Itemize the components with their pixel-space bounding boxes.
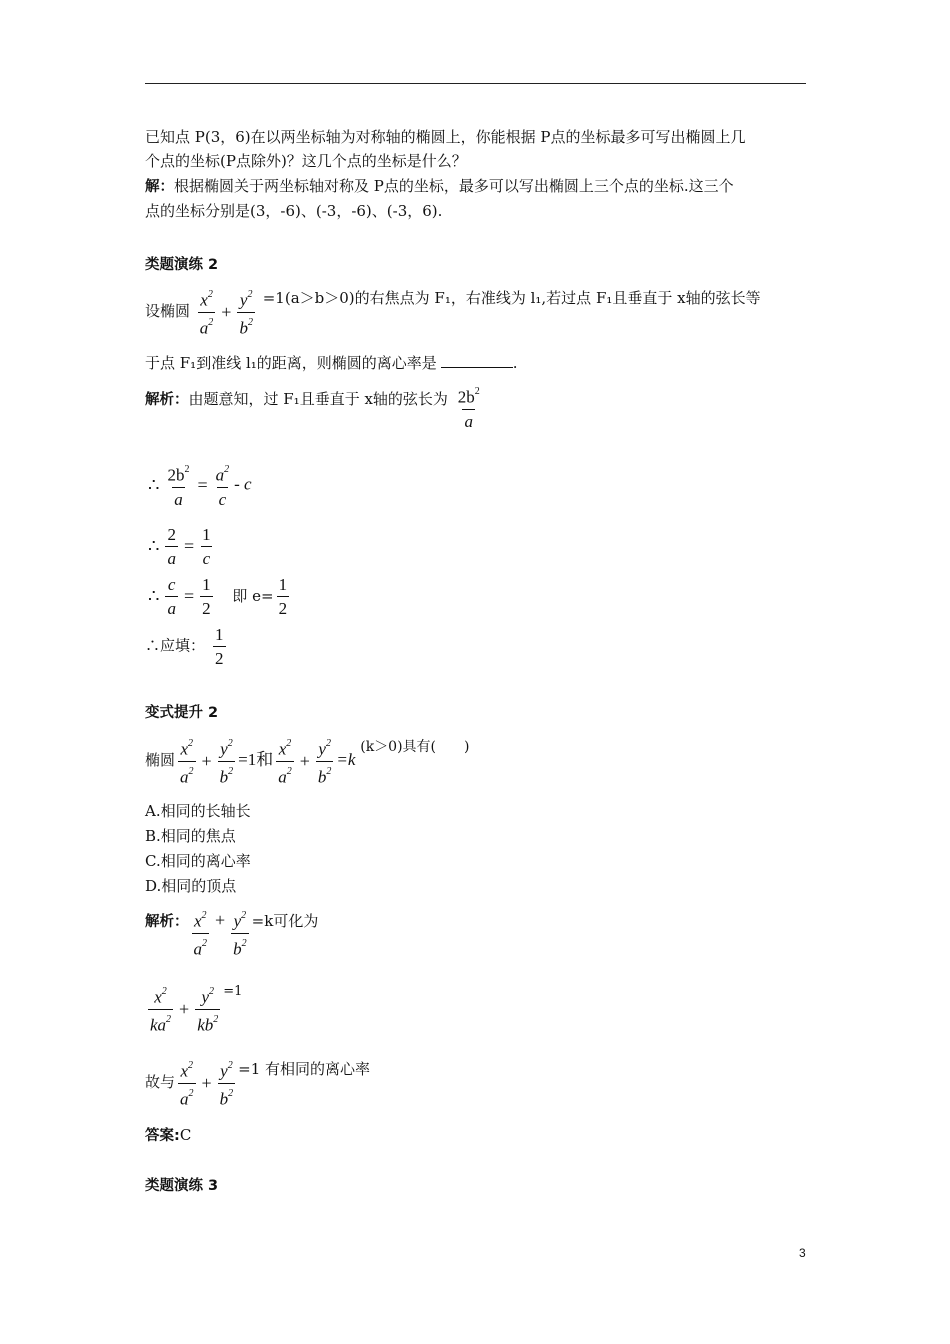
q2-tail: =1(a＞b＞0)的右焦点为 F₁，右准线为 l₁,若过点 F₁且垂直于 x轴的弦长等 [262,289,761,307]
solution-label: 解： [145,179,174,195]
fraction-x2-a2: $\frac{x^2}{a^2}$ [199,289,214,338]
question-3-line: 椭圆 $\frac{x^2}{a^2}$ + $\frac{y^2}{b^2}$ =1和 $\frac{x^2}{a^2}$ + $\frac{y^2}{b^2}$ =k (k＞0)具有( ) [145,738,470,787]
section-heading-1: 类题演练 2 [145,257,219,273]
analysis-3-line-1: 解析： $\frac{x^2}{a^2}$ + $\frac{y^2}{b^2}$ =k可化为 [145,910,319,959]
analysis-3-line-2: $\frac{x^2}{ka^2}$ + $\frac{y^2}{kb^2}$ =1 [150,984,243,1035]
page-number: 3 [799,1246,806,1260]
step-1: ∴ $\frac{2b^2}{a}$ = $\frac{a^2}{c}$ - c [148,464,252,509]
solution-line-1 [145,175,734,196]
problem-line-1: 已知点 P(3，6)在以两坐标轴为对称轴的椭圆上，你能根据 P点的坐标最多可写出椭圆上几 [145,128,746,146]
analysis-2-intro: 解析：由题意知，过 F₁且垂直于 x轴的弦长为 $\frac{2b^2}{a}$ [145,386,480,431]
analysis-3-line-3: 故与 $\frac{x^2}{a^2}$ + $\frac{y^2}{b^2}$ =1 有相同的离心率 [145,1060,371,1109]
solution-line-2: 点的坐标分别是(3，-6)、(-3，-6)、(-3，6). [145,202,443,220]
option-a: A.相同的长轴长 [145,802,251,820]
answer-line: 答案:C [145,1126,192,1144]
section-heading-2: 变式提升 2 [145,705,219,721]
option-d: D.相同的顶点 [145,877,237,895]
problem-line-2: 个点的坐标(P点除外)？这几个点的坐标是什么？ [145,152,467,170]
section-heading-3: 类题演练 3 [145,1178,219,1194]
option-b: B.相同的焦点 [145,827,236,845]
question-2-line-2: 于点 F₁到准线 l₁的距离，则椭圆的离心率是 . [145,354,518,372]
question-2-line-1: 设椭圆 $\frac{x^2}{a^2}$ + $\frac{y^2}{b^2}$ =1(a＞b＞0)的右焦点为 F₁，右准线为 l₁,若过点 F₁且垂直于 x轴的弦长等 [145,289,761,338]
solution-text-1: 根据椭圆关于两坐标轴对称及 P点的坐标，最多可以写出椭圆上三个点的坐标.这三个 [174,177,734,195]
q2-prefix: 设椭圆 [145,302,191,321]
answer-blank [441,353,513,368]
fraction-2b2-a: $\frac{2b^2}{a}$ [457,386,480,431]
step-4: ∴应填： $\frac{1}{2}$ [145,625,224,668]
option-c: C.相同的离心率 [145,852,251,870]
header-rule [145,83,806,84]
step-3: ∴ $\frac{c}{a}$ = $\frac{1}{2}$ 即 e= $\frac{1}{2}$ [148,575,288,618]
fraction-y2-b2: $\frac{y^2}{b^2}$ [239,289,253,338]
step-2: ∴ $\frac{2}{a}$ = $\frac{1}{c}$ [148,525,211,568]
